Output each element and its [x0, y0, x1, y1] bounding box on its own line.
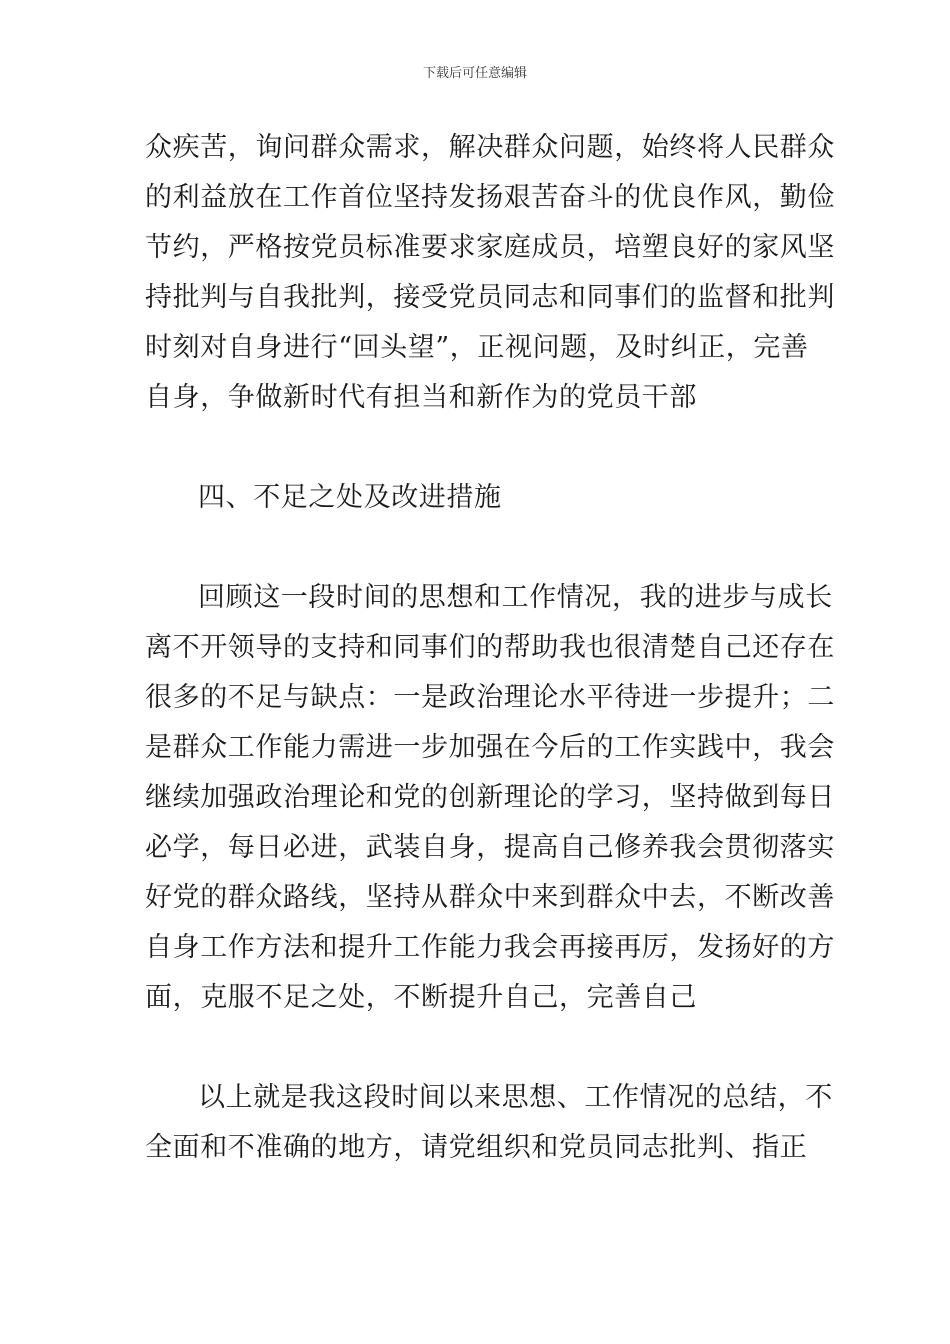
paragraph-line: 自身，争做新时代有担当和新作为的党员干部 — [145, 382, 697, 413]
paragraph-line: 是群众工作能力需进一步加强在今后的工作实践中，我会 — [145, 732, 835, 763]
section-heading: 四、不足之处及改进措施 — [198, 482, 502, 513]
paragraph-line: 众疾苦，询问群众需求，解决群众问题，始终将人民群众 — [145, 132, 835, 163]
paragraph-line: 好党的群众路线，坚持从群众中来到群众中去，不断改善 — [145, 882, 835, 913]
paragraph-line: 全面和不准确的地方，请党组织和党员同志批判、指正 — [145, 1132, 808, 1163]
paragraph-line: 持批判与自我批判，接受党员同志和同事们的监督和批判 — [145, 282, 835, 313]
paragraph-line: 的利益放在工作首位坚持发扬艰苦奋斗的优良作风，勤俭 — [145, 182, 835, 213]
paragraph-line: 面，克服不足之处，不断提升自己，完善自己 — [145, 982, 697, 1013]
paragraph-line: 自身工作方法和提升工作能力我会再接再厉，发扬好的方 — [145, 932, 835, 963]
paragraph-line: 必学，每日必进，武装自身，提高自己修养我会贯彻落实 — [145, 832, 835, 863]
paragraph-line: 回顾这一段时间的思想和工作情况，我的进步与成长 — [198, 582, 833, 613]
paragraph-line: 时刻对自身进行“回头望”，正视问题，及时纠正，完善 — [145, 332, 809, 363]
page-header: 下载后可任意编辑 — [422, 66, 527, 81]
paragraph-line: 离不开领导的支持和同事们的帮助我也很清楚自己还存在 — [145, 632, 835, 663]
paragraph-line: 继续加强政治理论和党的创新理论的学习，坚持做到每日 — [145, 782, 835, 813]
paragraph-line: 节约，严格按党员标准要求家庭成员，培塑良好的家风坚 — [145, 232, 835, 263]
paragraph-line: 以上就是我这段时间以来思想、工作情况的总结，不 — [198, 1082, 833, 1113]
paragraph-line: 很多的不足与缺点：一是政治理论水平待进一步提升；二 — [145, 682, 835, 713]
